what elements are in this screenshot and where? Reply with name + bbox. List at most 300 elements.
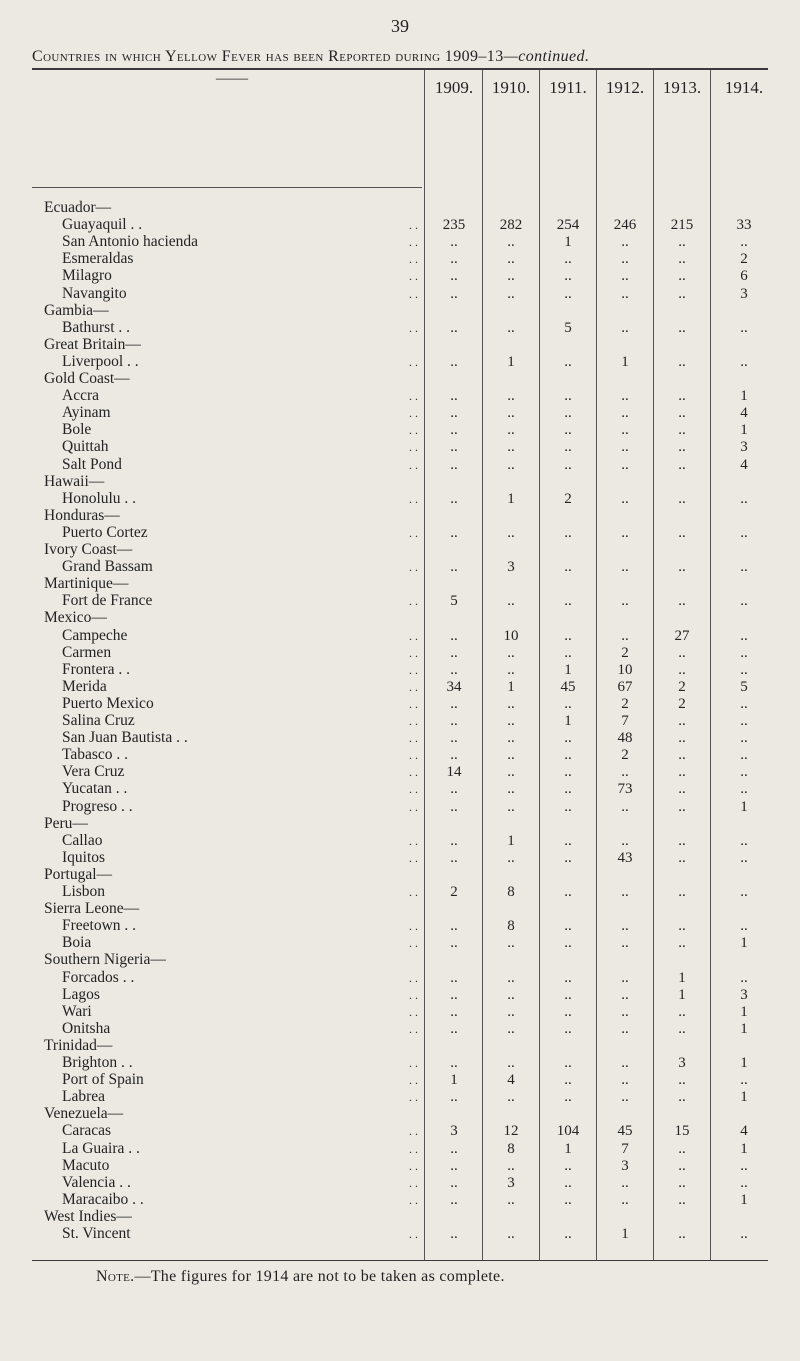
table-cell: .. [564,695,572,712]
table-cell: .. [621,918,629,935]
table-cell: .. [678,644,686,661]
table-cell: .. [450,969,458,986]
table-cell: 235 [442,217,466,234]
table-cell: .. [621,798,629,815]
table-cell: .. [564,456,572,473]
place-label: Ayinam [62,404,111,422]
leader-dots: . . [409,1021,418,1036]
leader-dots: . . [409,987,418,1002]
table-cell: .. [678,747,686,764]
table-cell: .. [507,1157,515,1174]
table-cell: 282 [499,217,523,234]
leader-dots: . . [409,286,418,301]
table-cell: .. [678,918,686,935]
leader-dots: . . [409,696,418,711]
table-cell: .. [678,764,686,781]
table-cell: .. [450,559,458,576]
table-cell: .. [507,234,515,251]
table-cell: .. [621,1003,629,1020]
table-cell: .. [678,1140,686,1157]
leader-dots: . . [409,1073,418,1088]
table-cell: .. [740,1072,748,1089]
table-cell: .. [564,884,572,900]
table-cell: .. [507,251,515,268]
table-cell: .. [507,969,515,986]
table-cell: .. [564,627,572,644]
country-label: Venezuela— [44,1105,124,1123]
table-cell: .. [450,918,458,935]
table-cell: .. [507,268,515,285]
table-cell: .. [678,388,686,405]
table-cell: 3 [740,986,748,1003]
place-label: Liverpool . . [62,352,139,370]
table-cell: .. [678,1089,686,1106]
place-label: Freetown . . [62,917,137,935]
table-cell: .. [450,353,458,370]
leader-dots: . . [409,782,418,797]
table-cell: 1 [740,1020,748,1037]
table-cell: 2 [678,695,686,712]
place-label: Quittah [62,438,109,456]
table-cell: 2 [450,884,458,900]
table-cell: .. [740,832,748,849]
table-cell: .. [450,490,458,507]
table-cell: .. [450,1226,458,1242]
table-cell: .. [450,422,458,439]
column-header-0: 1909. [434,78,474,97]
table-cell: .. [564,353,572,370]
bottom-rule [32,1260,768,1261]
leader-dots: . . [409,645,418,660]
leader-dots: . . [409,1227,418,1241]
table-cell: .. [564,747,572,764]
table-cell: 2 [621,747,629,764]
place-label: Lisbon [62,883,106,900]
table-cell: .. [678,935,686,952]
table-cell: .. [678,1157,686,1174]
table-cell: .. [740,524,748,541]
table-cell: .. [507,285,515,302]
table-cell: .. [678,405,686,422]
country-label: Mexico— [44,609,107,627]
table-cell: .. [564,1072,572,1089]
table-cell: 33 [736,217,752,234]
table-cell: .. [507,422,515,439]
table-cell: .. [450,935,458,952]
table-cell: .. [740,1157,748,1174]
table-cell: 1 [740,1055,748,1071]
leader-dots: . . [409,525,418,540]
leader-dots: . . [409,320,418,335]
page-number: 39 [391,16,409,36]
table-cell: 246 [613,217,637,234]
table-cell: .. [678,319,686,336]
table-cell: .. [450,1157,458,1174]
table-cell: .. [564,918,572,935]
table-cell: .. [621,319,629,336]
place-label: Iquitos [62,848,106,866]
table-cell: .. [450,1020,458,1037]
place-label: Macuto [62,1156,110,1174]
place-label: Navangito [62,284,127,302]
table-cell: 5 [740,678,748,695]
table-cell: .. [450,832,458,849]
place-label: Grand Bassam [62,558,153,576]
country-label: Hawaii— [44,472,105,490]
table-cell: .. [564,730,572,747]
table-cell: .. [564,559,572,576]
place-label: Lagos [62,985,100,1003]
place-label: Forcados . . [62,968,135,986]
place-label: Brighton . . [62,1054,133,1071]
table-cell: .. [564,285,572,302]
table-cell: .. [678,456,686,473]
leader-dots: . . [409,594,418,609]
place-label: Onitsha [62,1019,111,1037]
table-cell: .. [564,1226,572,1242]
table-cell: .. [740,969,748,986]
table-cell: .. [564,593,572,610]
table-cell: .. [740,627,748,644]
table-cell: .. [678,490,686,507]
table-cell: .. [621,268,629,285]
table-cell: .. [507,1089,515,1106]
title-main: Countries in which Yellow Fever has been Reported during 1909–13 [32,48,504,65]
table-cell: .. [564,781,572,798]
table-cell: .. [740,593,748,610]
table-cell: .. [621,627,629,644]
leader-dots: . . [409,235,418,250]
table-cell: .. [450,1003,458,1020]
table-cell: .. [740,319,748,336]
table-cell: .. [740,764,748,781]
table-cell: 2 [740,251,748,268]
footnote-text: —The figures for 1914 are not to be taken as complete. [134,1268,505,1285]
table-cell: .. [564,1191,572,1208]
leader-dots: . . [409,1141,418,1156]
table-cell: .. [450,524,458,541]
table-cell: 4 [740,405,748,422]
table-cell: 3 [450,1123,458,1140]
leader-dots: . . [409,1004,418,1019]
table-cell: 1 [740,1089,748,1106]
table-cell: .. [507,695,515,712]
table-cell: .. [740,747,748,764]
place-label: Esmeraldas [62,250,134,268]
place-label: Wari [62,1002,92,1020]
table-cell: .. [450,695,458,712]
table-cell: .. [450,713,458,729]
place-label: Puerto Mexico [62,694,154,712]
table-cell: 1 [678,986,686,1003]
table-cell: 34 [446,678,462,695]
table-cell: .. [621,764,629,781]
table-cell: .. [678,422,686,439]
table-cell: .. [621,1174,629,1191]
table-cell: .. [621,285,629,302]
table-cell: 254 [556,217,580,234]
table-cell: .. [740,1174,748,1191]
table-cell: .. [564,1089,572,1106]
table-cell: .. [507,935,515,952]
table-cell: .. [564,644,572,661]
leader-dots: . . [409,885,418,899]
country-label: Ecuador— [44,199,112,216]
leader-dots: . . [409,389,418,404]
table-cell: .. [507,781,515,798]
table-cell: .. [740,1226,748,1242]
table-cell: 1 [564,1140,572,1157]
table-cell: 1 [564,661,572,678]
table-cell: .. [678,1191,686,1208]
table-cell: 2 [621,695,629,712]
leader-dots: . . [409,714,418,728]
table-cell: .. [450,251,458,268]
table-cell: 3 [740,285,748,302]
leader-dots: . . [409,970,418,985]
table-cell: .. [450,439,458,456]
table-cell: 43 [617,849,633,866]
table-cell: .. [450,986,458,1003]
leader-dots: . . [409,1124,418,1139]
table-cell: .. [621,388,629,405]
table-cell: 215 [670,217,694,234]
leader-dots: . . [409,628,418,643]
table-cell: .. [507,713,515,729]
table-cell: .. [621,986,629,1003]
table-cell: .. [450,627,458,644]
place-label: Yucatan . . [62,780,128,798]
table-cell: .. [678,1072,686,1089]
table-cell: .. [507,661,515,678]
leader-dots: . . [409,799,418,814]
table-cell: .. [740,695,748,712]
table-cell: .. [678,285,686,302]
country-label: Martinique— [44,575,129,593]
table-cell: 4 [740,1123,748,1140]
table-cell: .. [621,251,629,268]
table-cell: 7 [621,713,629,729]
table-cell: .. [450,1174,458,1191]
table-cell: .. [450,798,458,815]
country-label: Gold Coast— [44,370,130,387]
leader-dots: . . [409,765,418,780]
table-cell: .. [621,559,629,576]
table-cell: .. [450,1055,458,1071]
table-cell: .. [740,918,748,935]
place-label: Salt Pond [62,455,122,473]
table-cell: 10 [503,627,519,644]
table-cell: 1 [740,388,748,405]
table-cell: .. [678,661,686,678]
leader-dots: . . [409,662,418,677]
place-label: Bole [62,421,92,439]
table-cell: 1 [564,234,572,251]
table-cell: .. [507,986,515,1003]
leader-dots: . . [409,440,418,455]
country-label: Trinidad— [44,1036,113,1054]
table-cell: 1 [740,1140,748,1157]
leader-dots: . . [409,354,418,369]
table-cell: 1 [621,353,629,370]
column-header-2: 1911. [549,78,587,97]
table-cell: 1 [740,1191,748,1208]
table-cell: .. [678,234,686,251]
leader-dots: . . [409,731,418,746]
leader-dots: . . [409,457,418,472]
table-cell: .. [564,1003,572,1020]
table-cell: .. [621,935,629,952]
table-cell: 1 [678,969,686,986]
table-cell: .. [678,781,686,798]
table-cell: .. [621,422,629,439]
table-cell: .. [507,644,515,661]
table-cell: .. [450,747,458,764]
country-label: Sierra Leone— [44,900,140,918]
table-cell: 1 [507,490,515,507]
table-cell: .. [450,388,458,405]
table-cell: .. [740,884,748,900]
table-cell: .. [678,593,686,610]
table-cell: .. [507,405,515,422]
place-label: Honolulu . . [62,489,137,507]
table-cell: .. [450,268,458,285]
leader-dots: . . [409,218,418,233]
table-cell: .. [678,268,686,285]
table-cell: 1 [564,713,572,729]
country-label: Peru— [44,814,88,832]
table-cell: 45 [560,678,576,695]
top-rule [32,68,768,70]
table-cell: 3 [507,1174,515,1191]
place-label: Caracas [62,1122,112,1140]
table-cell: .. [678,849,686,866]
place-label: Milagro [62,267,112,285]
table-cell: 2 [621,644,629,661]
table-cell: .. [678,798,686,815]
leader-dots: . . [409,919,418,934]
table-cell: 48 [617,730,633,747]
table-cell: 4 [740,456,748,473]
table-cell: .. [621,1072,629,1089]
table-cell: .. [564,849,572,866]
place-label: Campeche [62,626,128,644]
leader-dots: . . [409,1056,418,1070]
table-cell: .. [507,1226,515,1242]
table-cell: .. [678,832,686,849]
table-cell: 104 [556,1123,580,1140]
country-label: Portugal— [44,865,113,883]
place-label: Frontera . . [62,660,131,678]
place-label: Labrea [62,1088,106,1106]
table-cell: .. [678,884,686,900]
table-cell: 12 [503,1123,519,1140]
table-cell: 2 [678,678,686,695]
table-cell: 1 [740,798,748,815]
table-cell: .. [450,730,458,747]
table-cell: .. [450,1089,458,1106]
country-label: Great Britain— [44,335,141,353]
leader-dots: . . [409,1158,418,1173]
table-cell: .. [564,439,572,456]
table-cell: 5 [450,593,458,610]
table-cell: .. [564,268,572,285]
table-cell: 67 [617,678,633,695]
table-cell: 1 [507,678,515,695]
table-cell: .. [564,388,572,405]
table-cell: .. [564,1157,572,1174]
column-header-4: 1913. [662,78,702,97]
table-cell: .. [740,781,748,798]
table-cell: 1 [450,1072,458,1089]
table-cell: .. [564,969,572,986]
place-label: Salina Cruz [62,712,135,729]
leader-dots: . . [409,748,418,763]
table-cell: .. [621,456,629,473]
place-label: Boia [62,934,92,952]
table-cell: 5 [564,319,572,336]
leader-dots: . . [409,936,418,951]
table-cell: .. [621,234,629,251]
table-cell: .. [678,730,686,747]
table-cell: 3 [621,1157,629,1174]
table-cell: .. [678,439,686,456]
place-label: Vera Cruz [62,763,125,781]
footnote [96,1268,505,1286]
table-cell: .. [740,644,748,661]
table-cell: .. [564,1174,572,1191]
place-label: Accra [62,387,99,405]
leader-dots: . . [409,269,418,284]
table-cell: .. [450,319,458,336]
table-cell: 4 [507,1072,515,1089]
header-rule [32,187,422,188]
table-cell: .. [507,1055,515,1071]
place-label: Carmen [62,643,112,661]
table-cell: .. [450,781,458,798]
table-cell: 1 [621,1226,629,1242]
table-cell: .. [507,1003,515,1020]
leader-dots: . . [409,406,418,421]
table-cell: 1 [740,935,748,952]
leader-dots: . . [409,1175,418,1190]
table-cell: .. [450,234,458,251]
place-label: San Antonio hacienda [62,233,199,251]
country-label: Gambia— [44,301,109,319]
table-cell: .. [740,849,748,866]
table-cell: .. [507,764,515,781]
table-cell: .. [621,1191,629,1208]
column-header-3: 1912. [605,78,645,97]
table-cell: 7 [621,1140,629,1157]
table-cell: .. [740,713,748,729]
table-cell: 8 [507,884,515,900]
place-label: Maracaibo . . [62,1190,144,1208]
table-cell: .. [564,251,572,268]
table-cell: .. [507,439,515,456]
column-header-5: 1914. [724,78,764,97]
table-cell: .. [678,559,686,576]
place-label: Progreso . . [62,797,133,815]
table-cell: .. [621,405,629,422]
table-cell: .. [450,405,458,422]
table-cell: .. [507,798,515,815]
table-cell: .. [678,713,686,729]
table-title [32,48,589,66]
place-label: Port of Spain [62,1071,144,1089]
leader-dots: . . [409,833,418,848]
place-label: Puerto Cortez [62,523,148,541]
